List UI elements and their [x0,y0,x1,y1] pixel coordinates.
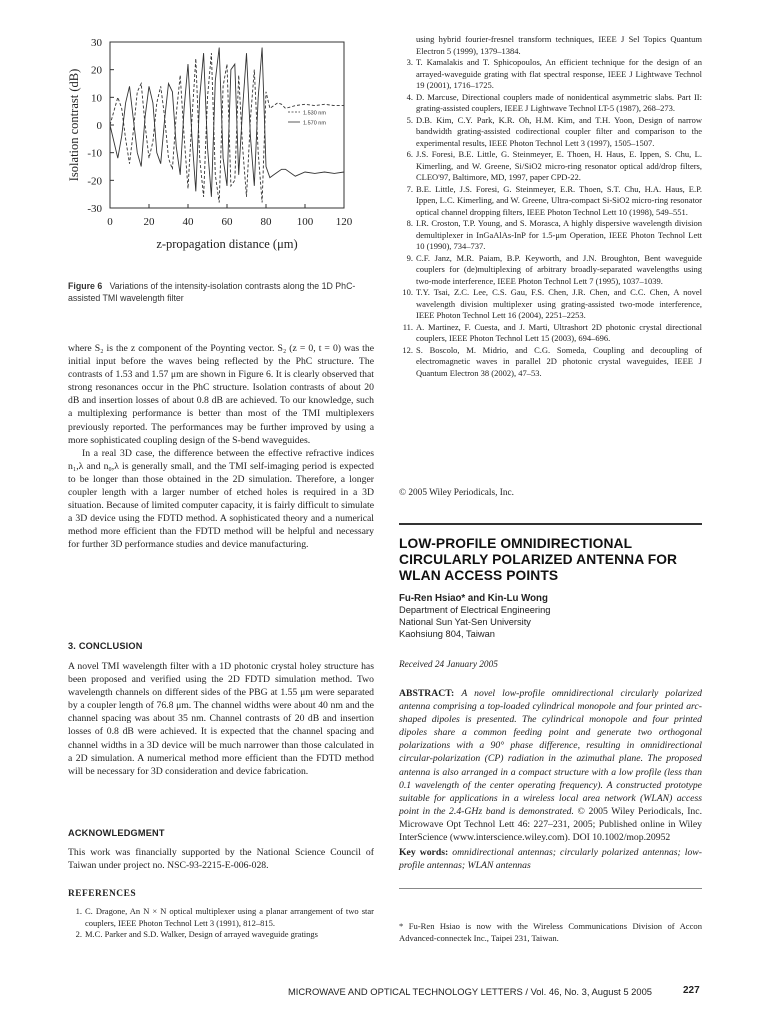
author-footnote: * Fu-Ren Hsiao is now with the Wireless Communications Division of Accon Advanced-connectek Inc., Taipei 231, Taiwan. [399,921,702,943]
x-tick-label: 80 [260,216,272,228]
reference-item [399,218,702,253]
figure-caption [68,280,374,304]
abstract-citation-text: © 2005 Wiley Periodicals, Inc. Microwave Opt Technol Lett 46: 227–231, 2005; Published online in Wiley InterScience (www.interscience.wiley.com). DOI 10.1002/mop.20952 [399,805,702,844]
acknowledgment-text: This work was financially supported by the National Science Council of Taiwan under project no. NSC-93-2215-E-006-028. [68,847,374,872]
reference-item [399,345,702,380]
reference-number: 12. [402,344,413,355]
legend-label: 1.530 nm [303,110,326,117]
reference-text: J.S. Foresi, B.E. Little, G. Steinmeyer, E. Thoen, H. Haus, E. Ippen, S. Chu, L. Kimerling, and W. Greene, Si/SiO2 micro-ring resonator optical add/drop filters, CLEO'97, Baltimore, MD, 1997, paper CPD-22. [416,149,702,182]
reference-item [68,929,374,941]
reference-number: 3. [406,57,413,67]
abstract [399,687,702,844]
y-tick-label: 30 [91,37,102,49]
reference-text: S. Boscolo, M. Midrio, and C.G. Someda, Coupling and decoupling of electromagnetic waves in parallel 2D photonic crystal waveguides, IEEE J Quantum Electron 38 (2002), 47–53. [416,344,702,378]
article-authors: Fu-Ren Hsiao* and Kin-Lu Wong [399,593,548,604]
reference-item [399,322,702,345]
figure-6-chart [64,30,364,270]
page-number: 227 [683,985,700,996]
y-tick-label: -20 [87,175,102,188]
reference-item [399,287,702,322]
reference-item [399,92,702,115]
section-divider [399,523,702,525]
y-tick-label: 0 [96,120,102,132]
reference-number: 4. [406,91,413,102]
reference-text: A. Martinez, F. Cuesta, and J. Marti, Ultrashort 2D photonic crystal directional couplers, IEEE Photon Technol Lett 15 (2003), 694–696. [416,321,702,343]
keywords-text: omnidirectional antennas; circularly polarized antennas; low-profile antennas; WLAN antennas [399,847,702,872]
reference-item [399,115,702,150]
conclusion-heading: 3. CONCLUSION [68,641,143,651]
reference-number: 2. [75,929,82,939]
copyright-line: © 2005 Wiley Periodicals, Inc. [399,488,514,498]
reference-text: C.F. Janz, M.R. Paiam, B.P. Keyworth, and J.N. Broughton, Bent waveguide couplers for (de)multiplexing of arbitrary broadly-separated wavelengths using two-mode interference, IEEE Photon Technol Lett 7 (1995), 1037–1039. [416,252,702,286]
figure-caption-label: Figure 6 [68,281,103,291]
reference-text: D.B. Kim, C.Y. Park, K.R. Oh, H.M. Kim, and T.H. Yoon, Design of narrow bandwidth grating-assisted codirectional coupler filter and comparison to the experimental results, IEEE Photon Technol Lett 3 (1997), 1505–1507. [416,114,702,148]
x-tick-label: 20 [143,216,155,228]
x-tick-label: 120 [335,216,353,228]
references-list-left [68,906,374,941]
reference-text: D. Marcuse, Directional couplers made of nonidentical asymmetric slabs. Part II: grating-assisted couplers, IEEE J Lightwave Technol LT-5 (1987), 268–273. [416,91,702,113]
reference-number: 1. [75,906,82,916]
received-date: Received 24 January 2005 [399,660,498,670]
reference-number: 10. [402,287,413,297]
reference-item [399,57,702,92]
reference-item [68,906,374,929]
x-tick-label: 40 [182,216,194,228]
y-tick-label: -30 [87,203,102,215]
y-tick-label: 20 [91,64,102,77]
reference-item [399,184,702,219]
reference-item-continued [399,34,702,57]
abstract-label: ABSTRACT: [399,688,455,699]
author-affiliation-2: National Sun Yat-Sen University [399,617,531,627]
reference-text: T. Kamalakis and T. Sphicopoulos, An efficient technique for the design of an arrayed-waveguide grating with flat spectral response, IEEE J Lightwave Technol 19 (2001), 1716–1725. [416,57,702,90]
reference-text: I.R. Croston, T.P. Young, and S. Morasca, A highly dispersive wavelength division demultiplexer in InGaAlAs-InP for 1.5-μm Operation, IEEE Photon Technol Lett 10 (1990), 734–737. [416,218,702,251]
abstract-italic-text: A novel low-profile omnidirectional circularly polarized antenna comprising a top-loaded cylindrical monopole and four printed arc-shaped dipoles is presented. The cylindrical monopole and four printed dipoles share a common feeding point and generate two orthogonal polarizations with a 90° phase difference, resulting in omnidirectional circular-polarization (CP) radiation in the azimuthal plane. The proposed antenna is also arranged in a compact structure with a low profile (less than 0.1 wavelength of the center operating frequency). A constructed prototype suitable for applications in a wireless local area network (WLAN) access point in the 2.4-GHz band is demonstrated. [399,688,702,817]
y-axis-label: Isolation contrast (dB) [67,68,81,182]
reference-text: M.C. Parker and S.D. Walker, Design of arrayed waveguide gratings [85,929,318,939]
x-tick-label: 100 [296,216,314,228]
reference-text: C. Dragone, An N × N optical multiplexer using a planar arrangement of two star couplers, IEEE Photon Technol Lett 3 (1991), 812–815. [85,906,374,928]
reference-item [399,149,702,184]
keywords [399,846,702,872]
x-tick-label: 0 [107,216,113,228]
references-heading: REFERENCES [68,889,137,899]
reference-number: 11. [402,321,413,332]
y-tick-label: -10 [87,147,102,160]
reference-number: 5. [406,114,413,125]
x-tick-label: 60 [221,216,233,228]
article-title: LOW-PROFILE OMNIDIRECTIONAL CIRCULARLY POLARIZED ANTENNA FOR WLAN ACCESS POINTS [399,536,678,583]
footnote-divider [399,888,702,889]
journal-footer: MICROWAVE AND OPTICAL TECHNOLOGY LETTERS / Vol. 46, No. 3, August 5 2005 [288,986,653,997]
reference-number: 8. [406,218,413,228]
y-tick-label: 10 [91,92,102,105]
reference-text: B.E. Little, J.S. Foresi, G. Steinmeyer, E.R. Thoen, S.T. Chu, H.A. Haus, E.P. Ippen, L.C. Kimerling, and W. Greene, Ultra-compact Si-SiO2 micro-ring resonator optical channel dropping filters, IEEE Photon Technol Lett 10 (1998), 549–551. [416,183,702,217]
references-list-right [399,34,702,379]
reference-number: 7. [406,183,413,194]
figure-caption-text: Variations of the intensity-isolation contrasts along the 1D PhC-assisted TMI wavelength filter [68,281,356,303]
reference-text: using hybrid fourier-fresnel transform techniques, IEEE J Sel Topics Quantum Electron 5 (1999), 1379–1384. [416,34,702,56]
acknowledgment-heading: ACKNOWLEDGMENT [68,828,165,838]
reference-text: T.Y. Tsai, Z.C. Lee, C.S. Gau, F.S. Chen, J.R. Chen, and C.C. Chen, A novel wavelength division multiplexer using grating-assisted two-mode interference, IEEE Photon Technol Lett 16 (2004), 2251–2253. [416,287,702,320]
reference-number: 6. [406,149,413,159]
reference-item [399,253,702,288]
author-affiliation-1: Department of Electrical Engineering [399,605,551,615]
body-paragraph-2: In a real 3D case, the difference between the effective refractive indices n₁,λ and n₀,λ is generally small, and the TMI self-imaging period is expected to be longer than those obtained in the 2D simulation. Therefore, a longer coupler length with a larger number of etched holes is required in a 3D situation. Because of limited computer capacity, it is fairly difficult to simulate a 3D device using the FDTD method. A sophisticated theory and a numerical method more efficient than the FDTD method will be helpful and necessary for further 3D performance studies and device manufacturing. [68,447,374,551]
author-affiliation-3: Kaohsiung 804, Taiwan [399,629,495,639]
reference-number: 9. [406,252,413,263]
x-axis-label: z-propagation distance (μm) [156,237,298,251]
conclusion-text: A novel TMI wavelength filter with a 1D photonic crystal holey structure has been proposed and verified using the 2D FDTD simulation method. Two wavelength channels on different sides of the PBG at 1.55 μm were separated by a coupler length of 76.8 μm. The channel widths were about 40 nm and the channel spacing was about 35 nm. Channel contrasts of 20 dB and insertion losses of 0.8 dB were achieved. It is expected that the channel spacing and channel widths in a 3D device will be much narrower than those calculated in a 2D simulation. A numerical method more efficient than the FDTD method will be necessary for 3D consideration and device fabrication. [68,661,374,777]
legend-label: 1.570 nm [303,120,326,127]
keywords-label: Key words: [399,847,449,858]
body-paragraph-1: where S₂ is the z component of the Poynting vector. S₂ (z = 0, t = 0) was the initial input before the waves being reflected by the PhC structure. The contrasts of 1.53 and 1.57 μm are shown in Figure 6. It is clearly observed that strong resonances occur in the PhC structure. Isolation contrasts of about 20 dB and insertion losses of about 0.8 dB are achieved. To our knowledge, such a multiplexing performance is better than most of the TMI multiplexers previously reported. The performances may be further improved by using a more sophisticated coupling design of the S-bend waveguides. [68,343,374,446]
